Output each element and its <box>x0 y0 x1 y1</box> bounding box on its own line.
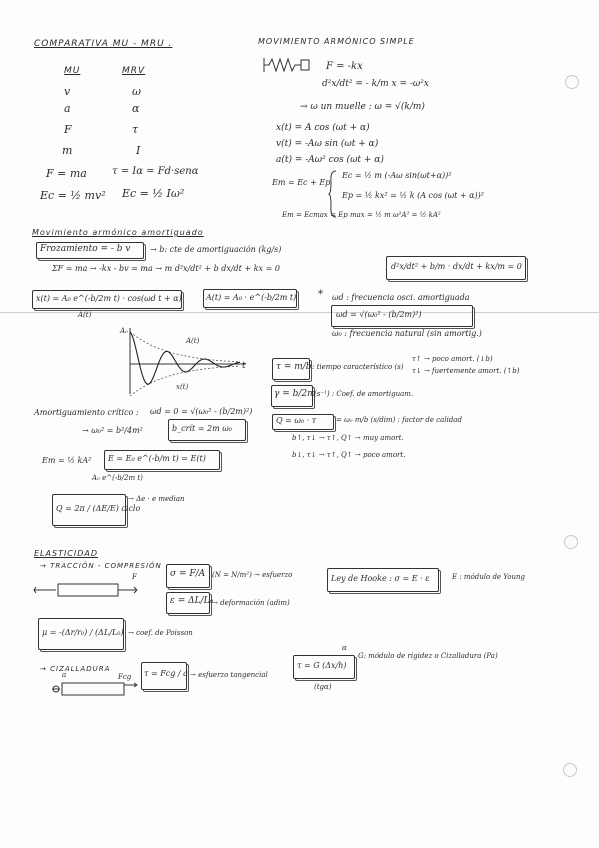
mas-a-t: a(t) = -Aω² cos (ωt + α) <box>276 155 384 165</box>
spring-drawing <box>263 58 313 72</box>
graph-xt-label: x(t) <box>176 383 189 391</box>
q-line-2: b↓, τ↓ → τ↑, Q↑ → poco amort. <box>292 451 406 459</box>
damping-constant-note: → b: cte de amortiguación (kg/s) <box>150 245 282 254</box>
traction-bar-drawing <box>34 578 138 602</box>
gamma-eq: γ = b/2m <box>274 389 316 399</box>
row-mu-a: a <box>64 102 71 115</box>
gamma-note: (s⁻¹) : Coef. de amortiguam. <box>314 390 414 398</box>
graph-At-label: A(t) <box>186 337 200 345</box>
row-mrv-omega: ω <box>132 85 141 98</box>
tau-up-note: τ↑ → poco amort. (↓b) <box>412 355 493 363</box>
damped-star: * <box>318 289 323 300</box>
poisson-eq: μ = -(Δr/r₀) / (ΔL/L₀) <box>42 628 124 637</box>
elasticity-title: ELASTICIDAD <box>34 549 99 558</box>
mas-em-max: Em = Ecmax = Ep max = ½ m ω²A² = ½ kA² <box>282 211 441 219</box>
tau-note: : tiempo característico (s) <box>312 363 404 371</box>
poisson-note: → coef. de Poisson <box>128 629 193 637</box>
spring-force-law: F = -kx <box>326 61 363 72</box>
eq-kinetic-rot: Ec = ½ Iω² <box>122 187 185 200</box>
binder-hole-top <box>565 75 579 89</box>
eq-torque: τ = Iα = Fd·senα <box>112 166 199 177</box>
energy-lead: Em = ½ kA² <box>42 456 92 465</box>
shear-block-drawing <box>52 679 138 699</box>
energy-down: A₀ e^(-b/2m t) <box>92 474 143 482</box>
q-fraction-note: → Δe · e median <box>128 495 185 503</box>
row-mrv-I: I <box>136 144 141 157</box>
wd-note: ωd : frecuencia osci. amortiguada <box>332 293 470 302</box>
critical-w0: → ω₀² = b²/4m² <box>82 426 143 435</box>
shear-label: → CIZALLADURA <box>40 665 111 673</box>
friction-eq: Frozamiento = - b v <box>40 244 131 254</box>
graph-envelope-lower <box>130 366 240 396</box>
row-mrv-tau: τ <box>132 123 139 136</box>
graph-A0-label: A₀ <box>120 327 128 335</box>
binder-hole-middle <box>564 535 578 549</box>
energy-eq: E = E₀ e^(-b/m t) = E(t) <box>108 454 206 463</box>
mas-ec-eq: Ec = ½ m (-Aω sin(ωt+α))² <box>342 171 452 180</box>
sigma-eq: σ = F/A <box>170 569 206 579</box>
eq-kinetic-linear: Ec = ½ mv² <box>40 189 106 202</box>
rigidity-note: G: módulo de rigidez o Cizalladura (Pa) <box>358 652 498 660</box>
q-fraction-eq: Q = 2π / (ΔE/E) ciclo <box>56 504 141 513</box>
traction-F-label: F <box>132 573 137 581</box>
tau-eq: τ = m/b <box>276 362 312 372</box>
damped-section-title: Movimiento armónico amortiguado <box>32 228 204 237</box>
row-mu-m: m <box>62 144 73 157</box>
hooke-eq: Ley de Hooke : σ = E · ε <box>331 574 430 583</box>
mas-x-t: x(t) = A cos (ωt + α) <box>276 123 370 133</box>
col-mrv-header: MRV <box>122 66 146 76</box>
mas-em-lead: Em = Ec + Ep <box>272 178 331 187</box>
rigidity-eq: τ = G (Δx/h) <box>297 661 347 670</box>
row-mu-F: F <box>64 123 72 136</box>
mas-title: MOVIMIENTO ARMÓNICO SIMPLE <box>258 37 415 46</box>
graph-t-label: t <box>242 361 246 371</box>
row-mrv-alpha: α <box>132 102 140 115</box>
shear-alpha-label: α <box>342 644 347 652</box>
shear-F-label: Fcg <box>118 673 132 681</box>
q-eq: = ω₀ m/b (s/dim) : factor de calidad <box>336 416 462 424</box>
young-note: E : módulo de Young <box>452 573 526 581</box>
tau-down-note: τ↓ → fuertemente amort. (↑b) <box>412 367 520 375</box>
damped-diff-eq: d²x/dt² + b/m · dx/dt + kx/m = 0 <box>391 262 522 271</box>
q-eq-box: Q = ω₀ · τ <box>276 416 317 425</box>
critical-box-eq: b_crít = 2m ω₀ <box>172 424 232 433</box>
wd-eq: ωd = √(ω₀² - (b/2m)²) <box>336 310 422 319</box>
damped-x-eq: x(t) = A₀ e^(-b/2m t) · cos(ωd t + α) <box>36 294 182 303</box>
graph-envelope-upper <box>130 332 240 362</box>
epsilon-eq: ε = ΔL/L₀ <box>170 596 214 606</box>
critical-title: Amortiguamiento crítico : <box>34 408 139 417</box>
q-line-1: b↑, τ↓ → τ↑, Q↑ → muy amort. <box>292 434 404 442</box>
sigma-unit: (N = N/m²) → esfuerzo <box>212 571 293 579</box>
shear-stress-eq: τ = Fcg / a <box>144 669 188 678</box>
comparison-title: COMPARATIVA MU - MRU . <box>34 39 173 49</box>
tg-label: (tgα) <box>314 683 332 691</box>
shear-a-label: a <box>62 671 67 679</box>
critical-eq: ωd = 0 = √(ω₀² - (b/2m)²) <box>150 407 253 416</box>
mas-ep-eq: Ep = ½ kx² = ½ k (A cos (ωt + α))² <box>342 191 484 200</box>
epsilon-note: → deformación (adim) <box>212 599 290 607</box>
mas-omega-spring: → ω un muelle : ω = √(k/m) <box>300 102 425 112</box>
mas-v-t: v(t) = -Aω sin (ωt + α) <box>276 139 379 149</box>
col-mu-header: MU <box>64 66 81 76</box>
shear-stress-note: → esfuerzo tangencial <box>190 671 268 679</box>
damped-amplitude-eq: A(t) = A₀ · e^(-b/2m t) <box>206 293 297 302</box>
mas-diff-eq: d²x/dt² = - k/m x = -ω²x <box>322 79 429 89</box>
graph-oscillation-curve <box>130 332 240 384</box>
binder-hole-bottom <box>563 763 577 777</box>
traction-label: → TRACCIÓN - COMPRESIÓN <box>40 562 162 570</box>
row-mu-v: v <box>64 85 71 98</box>
damped-x-sub: A(t) <box>78 311 92 319</box>
w0-note: ω₀ : frecuencia natural (sin amortig.) <box>332 329 482 338</box>
damped-newton-eq: ΣF = ma → -kx - bv = ma → m d²x/dt² + b dx/dt + kx = 0 <box>52 264 280 273</box>
eq-newton: F = ma <box>46 167 87 180</box>
